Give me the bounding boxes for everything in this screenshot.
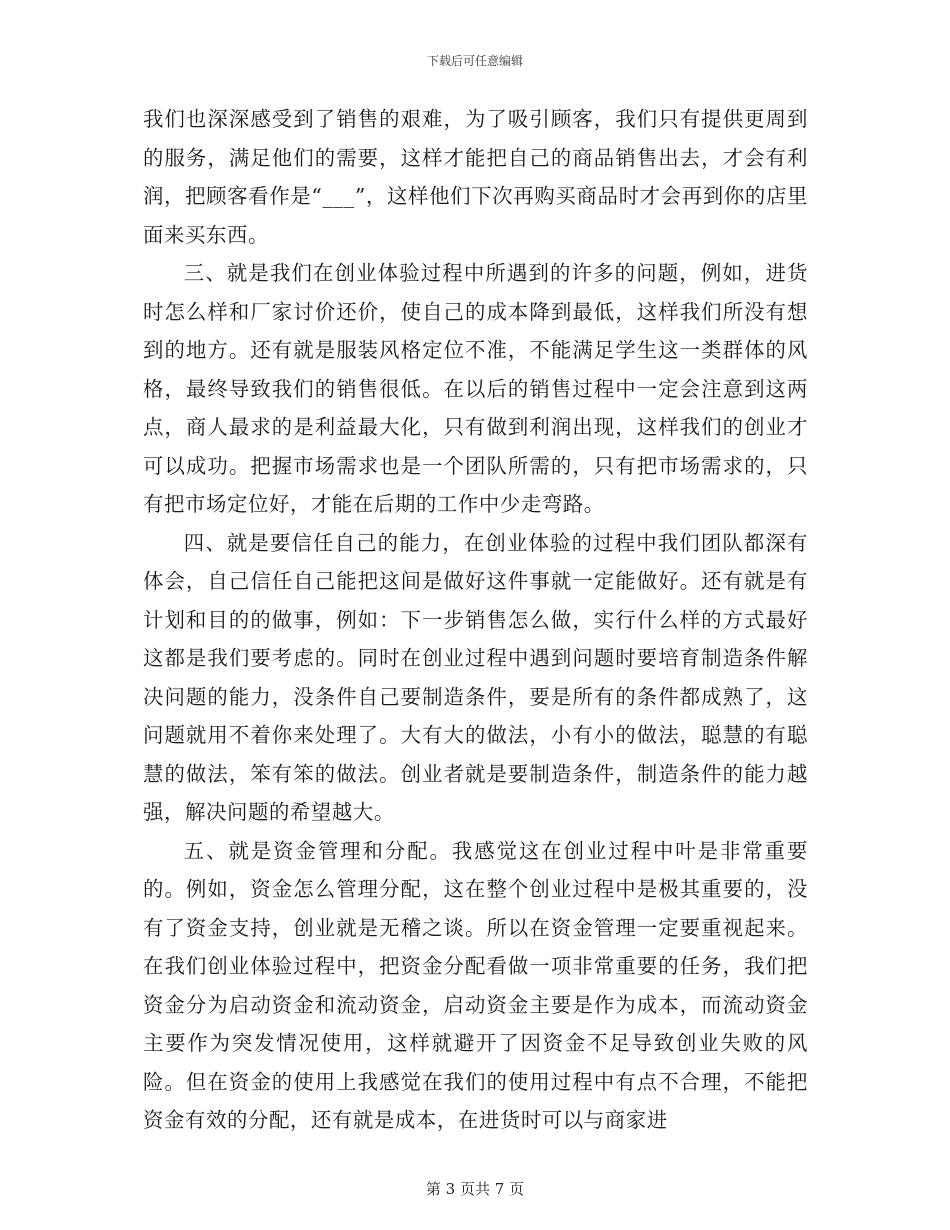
paragraph-section-4: 四、就是要信任自己的能力，在创业体验的过程中我们团队都深有体会，自己信任自己能把这间是做好这件事就一定能做好。还有就是有计划和目的的做事，例如：下一步销售怎么做，实行什么样的方式最好这都是我们要考虑的。同时在创业过程中遇到问题时要培育制造条件解决问题的能力，没条件自己要制造条件，要是所有的条件都成熟了，这问题就用不着你来处理了。大有大的做法，小有小的做法，聪慧的有聪慧的做法，笨有笨的做法。创业者就是要制造条件，制造条件的能力越强，解决问题的希望越大。 [143, 530, 808, 824]
document-body [143, 100, 808, 1140]
page-number-footer: 第 3 页共 7 页 [425, 1180, 525, 1198]
paragraph-section-3: 三、就是我们在创业体验过程中所遇到的许多的问题，例如，进货时怎么样和厂家讨价还价，使自己的成本降到最低，这样我们所没有想到的地方。还有就是服装风格定位不准，不能满足学生这一类群体的风格，最终导致我们的销售很低。在以后的销售过程中一定会注意到这两点，商人最求的是利益最大化，只有做到利润出现，这样我们的创业才可以成功。把握市场需求也是一个团队所需的，只有把市场需求的，只有把市场定位好，才能在后期的工作中少走弯路。 [143, 261, 808, 516]
paragraph-section-5: 五、就是资金管理和分配。我感觉这在创业过程中叶是非常重要的。例如，资金怎么管理分配，这在整个创业过程中是极其重要的，没有了资金支持，创业就是无稽之谈。所以在资金管理一定要重视起来。在我们创业体验过程中，把资金分配看做一项非常重要的任务，我们把资金分为启动资金和流动资金，启动资金主要是作为成本，而流动资金主要作为突发情况使用，这样就避开了因资金不足导致创业失败的风险。但在资金的使用上我感觉在我们的使用过程中有点不合理，不能把资金有效的分配，还有就是成本，在进货时可以与商家进 [143, 838, 808, 1132]
paragraph-continuation: 我们也深深感受到了销售的艰难，为了吸引顾客，我们只有提供更周到的服务，满足他们的需要，这样才能把自己的商品销售出去，才会有利润，把顾客看作是“___”，这样他们下次再购买商品时才会再到你的店里面来买东西。 [143, 107, 808, 247]
page-header: 下载后可任意编辑 [426, 54, 523, 68]
